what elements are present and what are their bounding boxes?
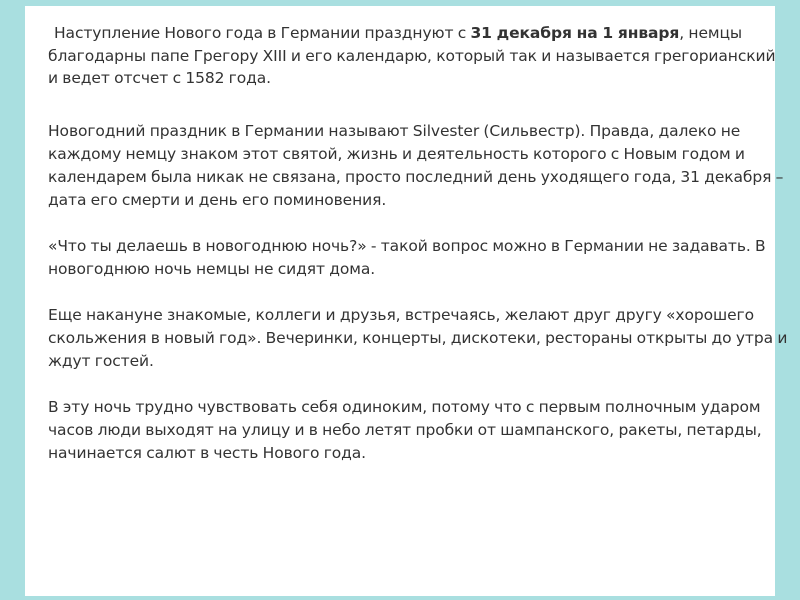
left-decorative-band	[0, 0, 25, 600]
paragraph-spacer	[48, 281, 788, 304]
paragraph-wishes: Еще накануне знакомые, коллеги и друзья, встречаясь, желают друг другу «хорошего скольжения в новый год». Вечеринки, концерты, дискотеки, рестораны открыты до утра и ждут гостей.	[48, 305, 788, 370]
paragraph-silvester: Новогодний праздник в Германии называют Silvester (Сильвестр). Правда, далеко не каждому немцу знаком этот святой, жизнь и деятельность которого с Новым годом и календарем была никак не связана, просто последний день уходящего года, 31 декабря – дата его смерти и день его поминовения.	[48, 121, 784, 209]
paragraph-celebration: В эту ночь трудно чувствовать себя одиноким, потому что с первым полночным ударом часов люди выходят на улицу и в небо летят пробки от шампанского, ракеты, петарды, начинается салют в честь Нового года.	[48, 397, 762, 462]
paragraph-1-start: Наступление Нового года в Германии празднуют с	[54, 24, 471, 42]
paragraph-spacer	[48, 373, 788, 396]
paragraph-new-year-date	[48, 22, 788, 90]
paragraph-new-year-night: «Что ты делаешь в новогоднюю ночь?» - такой вопрос можно в Германии не задавать. В новогоднюю ночь немцы не сидят дома.	[48, 236, 766, 278]
slide-text-body	[48, 22, 788, 465]
paragraph-spacer	[48, 90, 788, 120]
top-decorative-band	[0, 0, 800, 6]
paragraph-spacer	[48, 212, 788, 235]
paragraph-1-end: , немцы благодарны папе Грегору XIII и его календарю, который так и называется грегорианский и ведет отсчет с 1582 года.	[48, 24, 776, 87]
paragraph-1-bold-date: 31 декабря на 1 января	[470, 24, 680, 42]
bottom-decorative-band	[0, 596, 800, 600]
